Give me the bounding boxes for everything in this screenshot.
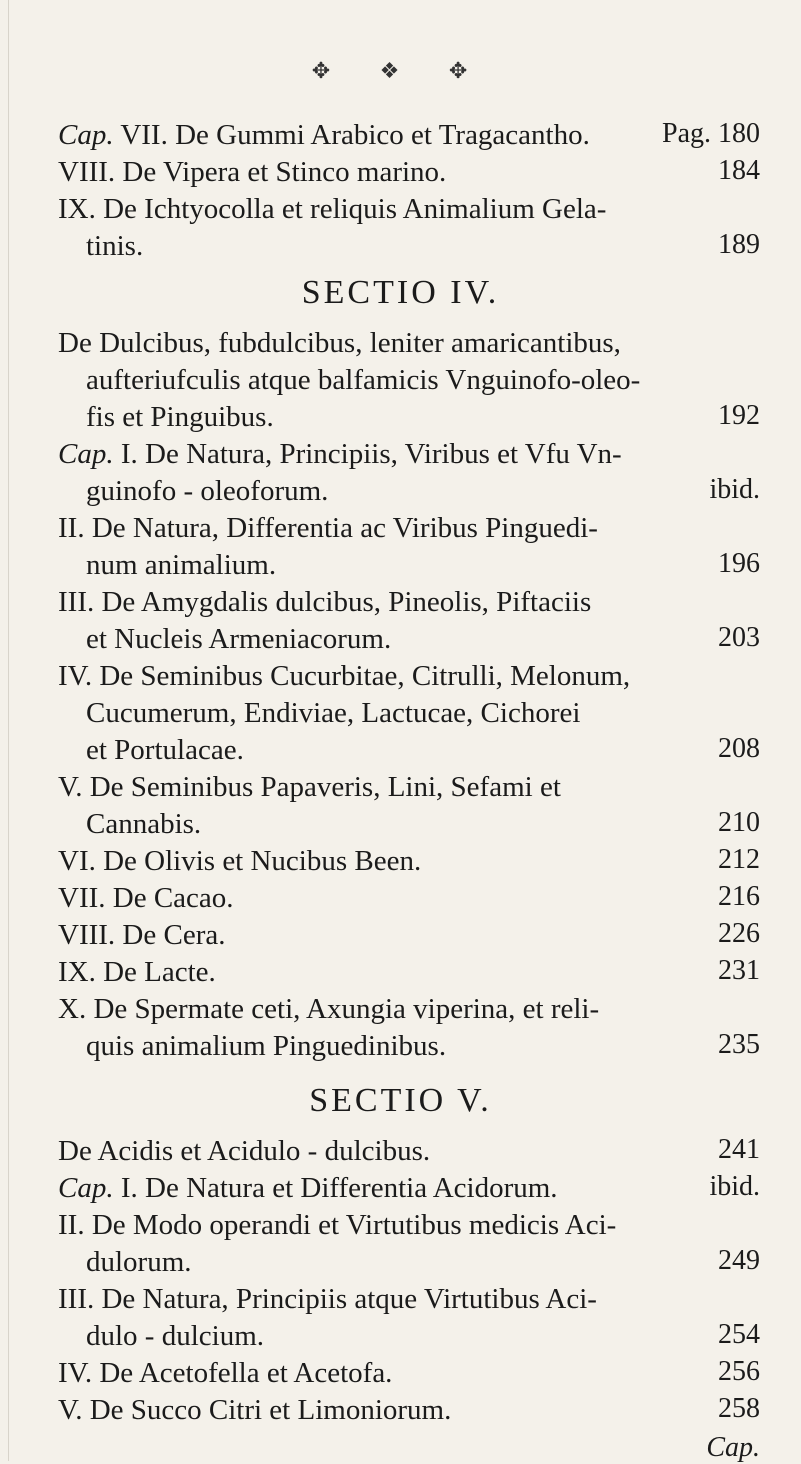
page-number: Pag. 180 xyxy=(662,118,760,149)
toc-entry-line: et Nucleis Armeniacorum. xyxy=(86,623,392,655)
toc-entry-line: Cap. I. De Natura et Differentia Acidorum. xyxy=(58,1172,558,1204)
toc-entry-line: VI. De Olivis et Nucibus Been. xyxy=(58,845,422,877)
cap-label: Cap. xyxy=(58,438,114,470)
page-number: 249 xyxy=(718,1245,760,1276)
toc-entry-line: II. De Modo operandi et Virtutibus medicis Aci- xyxy=(58,1209,617,1241)
header-ornament: ✥ ❖ ✥ xyxy=(311,58,490,83)
page-number: 210 xyxy=(718,807,760,838)
toc-entry-line: IX. De Lacte. xyxy=(58,956,216,988)
toc-entry-line: VIII. De Cera. xyxy=(58,919,226,951)
toc-entry-line: dulo - dulcium. xyxy=(86,1320,265,1352)
catchword: Cap. xyxy=(706,1432,760,1463)
page-number: 241 xyxy=(718,1134,760,1165)
page-number: 184 xyxy=(718,155,760,186)
page-number: 189 xyxy=(718,229,760,260)
page-number: 256 xyxy=(718,1356,760,1387)
cap-label: Cap. xyxy=(58,119,114,151)
toc-entry-line: IV. De Seminibus Cucurbitae, Citrulli, Melonum, xyxy=(58,660,631,692)
page-number: 254 xyxy=(718,1319,760,1350)
page-number: ibid. xyxy=(709,474,760,505)
toc-entry-line: IV. De Acetofella et Acetofa. xyxy=(58,1357,393,1389)
section-intro-line: fis et Pinguibus. xyxy=(86,401,274,433)
section-intro-line: aufteriufculis atque balfamicis Vnguinofo-oleo- xyxy=(86,364,641,396)
page-number: 258 xyxy=(718,1393,760,1424)
page-number: 226 xyxy=(718,918,760,949)
page-number: 212 xyxy=(718,844,760,875)
toc-entry-line: X. De Spermate ceti, Axungia viperina, et reli- xyxy=(58,993,600,1025)
toc-entry-line: Cap. I. De Natura, Principiis, Viribus et Vfu Vn- xyxy=(58,438,622,470)
toc-entry-line: Cap. VII. De Gummi Arabico et Tragacantho. xyxy=(58,119,590,151)
toc-entry-line: III. De Natura, Principiis atque Virtutibus Aci- xyxy=(58,1283,597,1315)
page-number: 192 xyxy=(718,400,760,431)
page-number: ibid. xyxy=(709,1171,760,1202)
toc-entry-line: II. De Natura, Differentia ac Viribus Pinguedi- xyxy=(58,512,598,544)
toc-entry-line: VIII. De Vipera et Stinco marino. xyxy=(58,156,447,188)
page-number: 203 xyxy=(718,622,760,653)
toc-entry-line: tinis. xyxy=(86,230,144,262)
toc-entry-line: V. De Seminibus Papaveris, Lini, Sefami et xyxy=(58,771,561,803)
toc-entry-line: et Portulacae. xyxy=(86,734,244,766)
page-number: 208 xyxy=(718,733,760,764)
toc-entry-line: Cucumerum, Endiviae, Lactucae, Cichorei xyxy=(86,697,581,729)
toc-entry-line: Cannabis. xyxy=(86,808,202,840)
cap-label: Cap. xyxy=(58,1172,114,1204)
toc-entry-line: quis animalium Pinguedinibus. xyxy=(86,1030,447,1062)
page-number: 196 xyxy=(718,548,760,579)
toc-entry-line: III. De Amygdalis dulcibus, Pineolis, Piftaciis xyxy=(58,586,592,618)
page-number: 216 xyxy=(718,881,760,912)
page-number: 231 xyxy=(718,955,760,986)
section-intro-line: De Dulcibus, fubdulcibus, leniter amaricantibus, xyxy=(58,327,621,359)
toc-entry-line: guinofo - oleoforum. xyxy=(86,475,329,507)
toc-entry-line: VII. De Cacao. xyxy=(58,882,234,914)
toc-entry-line: IX. De Ichtyocolla et reliquis Animalium Gela- xyxy=(58,193,607,225)
section-heading: SECTIO IV. xyxy=(301,274,500,311)
page-number: 235 xyxy=(718,1029,760,1060)
toc-entry-line: V. De Succo Citri et Limoniorum. xyxy=(58,1394,452,1426)
toc-entry-line: dulorum. xyxy=(86,1246,192,1278)
toc-entry-line: num animalium. xyxy=(86,549,277,581)
section-heading: SECTIO V. xyxy=(309,1082,492,1119)
section-intro-line: De Acidis et Acidulo - dulcibus. xyxy=(58,1135,431,1167)
